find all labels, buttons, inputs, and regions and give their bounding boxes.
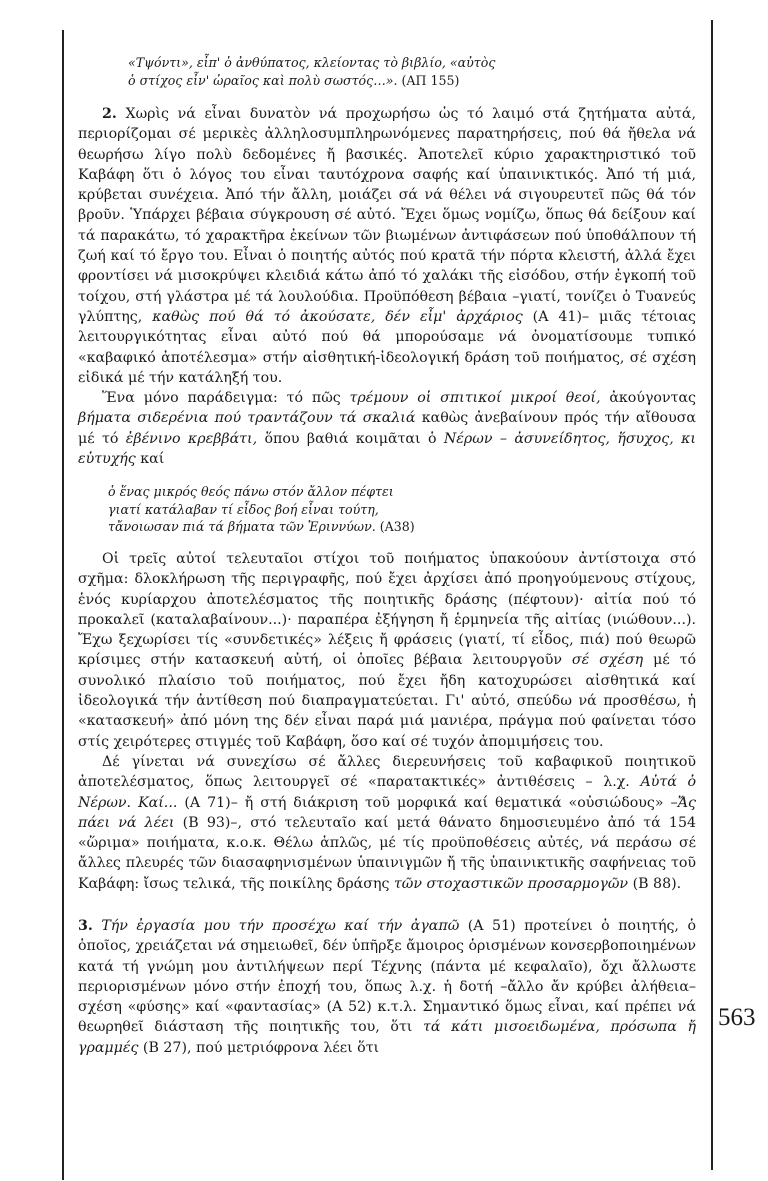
- section-3-number: 3.: [78, 918, 93, 934]
- left-margin-rule: [62, 30, 64, 1180]
- poem-line-1: ὁ ἕνας μικρός θεός πάνω στόν ἄλλον πέφτει: [108, 484, 394, 500]
- page-text: [78, 54, 696, 1058]
- epigraph-line-2: ὁ στίχος εἶν' ὡραῖος καὶ πολὺ σωστός…».: [128, 73, 398, 88]
- section-2-paragraph-2: Ἕνα μόνο παράδειγμα: τό πῶς τρέμουν οἱ σπιτικοί μικροί θεοί, ἀκούγοντας βήματα σιδερένια πού τραντάζουν τά σκαλιά καθὼς ἀνεβαίνουν πρός τήν αἴθουσα μέ τό ἐβένινο κρεββάτι, ὅπου βαθιά κοιμᾶται ὁ Νέρων – ἀσυνείδητος, ἥσυχος, κι εὐτυχής καί: [78, 390, 696, 468]
- poem-line-3: τἄνοιωσαν πιά τά βήματα τῶν Ἐριννύων.: [108, 518, 376, 534]
- epigraph-reference: (ΑΠ 155): [397, 73, 460, 88]
- section-2-paragraph-4: Δέ γίνεται νά συνεχίσω σέ ἄλλες διερευνήσεις τοῦ καβαφικοῦ ποιητικοῦ ἀποτελέσματος, ὅπως λειτουργεῖ σέ «παρατακτικές» ἀντιθέσεις – λ.χ. Αὐτά ὁ Νέρων. Καί... (Α 71)– ἤ στή διάκριση τοῦ μορφικά καί θεματικά «οὐσιώδους» –Ἄς πάει νά λέει (Β 93)–, στό τελευταῖο καί μετά θάνατο δημοσιευμένο ἀπό τά 154 «ὥριμα» ποιήματα, κ.ο.κ. Θέλω ἁπλῶς, μέ τίς προϋποθέσεις αὐτές, νά περάσω σέ ἄλλες πλευρές τῶν διασαφηνισμένων ὑπαινιγμῶν ἤ τῆς ὑπαινικτικῆς σαφήνειας τοῦ Καβάφη: ἴσως τελικά, τῆς ποικίλης δράσης τῶν στοχαστικῶν προσαρμογῶν (Β 88).: [78, 753, 697, 892]
- epigraph: [78, 54, 696, 90]
- section-3-paragraph-1: 3. Τήν ἐργασία μου τήν προσέχω καί τήν ἀγαπῶ (Α 51) προτείνει ὁ ποιητής, ὁ ὁποῖος, χρειάζεται νά σημειωθεῖ, δέν ὑπῆρξε ἄμοιρος ὁρισμένων κονσερβοποιημένων κατά τή γνώμη μου ἀντιλήψεων περί Τέχνης (πάντα μέ κεφαλαῖο), ὄχι ἄλλωστε περιορισμένων μόνο στήν ἐποχή του, ὅπως λ.χ. ἡ δοτή –ἄλλο ἄν κρύβει ἀλήθεια– σχέση «φύσης» καί «φαντασίας» (Α 52) κ.τ.λ. Σημαντικό ὅμως εἶναι, καί πρέπει νά θεωρηθεῖ διάσταση τῆς ποιητικῆς του, ὅτι τά κάτι μισοειδωμένα, πρόσωπα ἤ γραμμές (Β 27), πού μετριόφρονα λέει ὅτι: [78, 918, 696, 1056]
- page-number: 563: [718, 1004, 756, 1031]
- poem-line-2: γιατί κατάλαβαν τί εἶδος βοή εἶναι τούτη,: [108, 501, 379, 517]
- epigraph-line-1: «Τψόντι», εἶπ' ὁ ἀνθύπατος, κλείοντας τὸ βιβλίο, «αὐτὸς: [128, 55, 496, 70]
- section-2-paragraph-1: 2. Χωρὶς νά εἶναι δυνατὸν νά προχωρήσω ὡς τό λαιμό στά ζητήματα αὐτά, περιορίζομαι σέ μερικὲς ἀλληλοσυμπληρωνόμενες παρατηρήσεις, πού θά ἤθελα νά θεωρήσω λίγο πολὺ δεδομένες ἤ βασικές. Ἀποτελεῖ κύριο χαρακτηριστικό τοῦ Καβάφη ὅτι ὁ λόγος του εἶναι ταυτόχρονα σαφής καί ὑπαινικτικός. Ἀπό τή μιά, κρύβεται συνέχεια. Ἀπό τήν ἄλλη, μοιάζει σά νά θέλει νά σιγουρευτεῖ πῶς θά τόν βροῦν. Ὑπάρχει βέβαια σύγκρουση σέ αὐτό. Ἔχει ὅμως νομίζω, ὅπως θά δείξουν καί τά παρακάτω, τό χαρακτῆρα ἐκείνων τῶν βιωμένων ἀντιφάσεων πού ὑποθάλπουν τή ζωή καί τό ἔργο του. Εἶναι ὁ ποιητής αὐτός πού κρατᾶ τήν πόρτα κλειστή, ἀλλά ἔχει φροντίσει νά μισοκρύψει κλειδιά κάτω ἀπό τό χαλάκι τῆς εἰσόδου, στήν ἐγκοπή τοῦ τοίχου, στή γλάστρα μέ τά λουλούδια. Προϋπόθεση βέβαια –γιατί, τονίζει ὁ Τυανεύς γλύπτης, καθὼς πού θά τό ἀκούσατε, δέν εἶμ' ἀρχάριος (Α 41)– μιᾶς τέτοιας λειτουργικότητας εἶναι αὐτό πού θά μπορούσαμε νά ὀνοματίσουμε τυπικό «καβαφικό ἀποτέλεσμα» στήν αἰσθητική-ἰδεολογική δράση τοῦ ποιήματος, σέ σχέση εἰδικά μέ τήν κατάληξή του.: [78, 106, 696, 386]
- poem-reference: (Α38): [375, 518, 415, 534]
- poem-quotation: [78, 483, 696, 535]
- right-margin-rule: [711, 20, 713, 1170]
- section-2-paragraph-3: Οἱ τρεῖς αὐτοί τελευταῖοι στίχοι τοῦ ποιήματος ὑπακούουν ἀντίστοιχα στό σχῆμα: δλοκλήρωση τῆς περιγραφῆς, πού ἔχει ἀρχίσει ἀπό προηγούμενους στίχους, ἑνός κυρίαρχου ἀποτελέσματος τῆς ποιητικῆς δράσης (πέφτουν)· αἰτία πού τό προκαλεῖ (καταλαβαίνουν...)· παραπέρα ἐξήγηση ἤ ἑρμηνεία τῆς αἰτίας (νιώθουν...). Ἔχω ξεχωρίσει τίς «συνδετικές» λέξεις ἤ φράσεις (γιατί, τί εἶδος, πιά) πού θεωρῶ κρίσιμες στήν κατασκευή αὐτή, οἱ ὁποῖες βέβαια λειτουργοῦν σέ σχέση μέ τό συνολικό πλαίσιο τοῦ ποιήματος, πού ἔχει ἤδη κατοχυρώσει αἰσθητικά καί ἰδεολογικά τήν ἀντίθεση πού διαπραγματεύεται. Γι' αὐτό, σπεύδω νά προσθέσω, ἡ «κατασκευή» ἀπό μόνη της δέν εἶναι παρά μιά μανιέρα, πράγμα πού φαίνεται τόσο στίς χειρότερες στιγμές τοῦ Καβάφη, ὅσο καί σέ τυχόν ἀπομιμήσεις του.: [78, 550, 696, 750]
- section-2-number: 2.: [102, 106, 117, 122]
